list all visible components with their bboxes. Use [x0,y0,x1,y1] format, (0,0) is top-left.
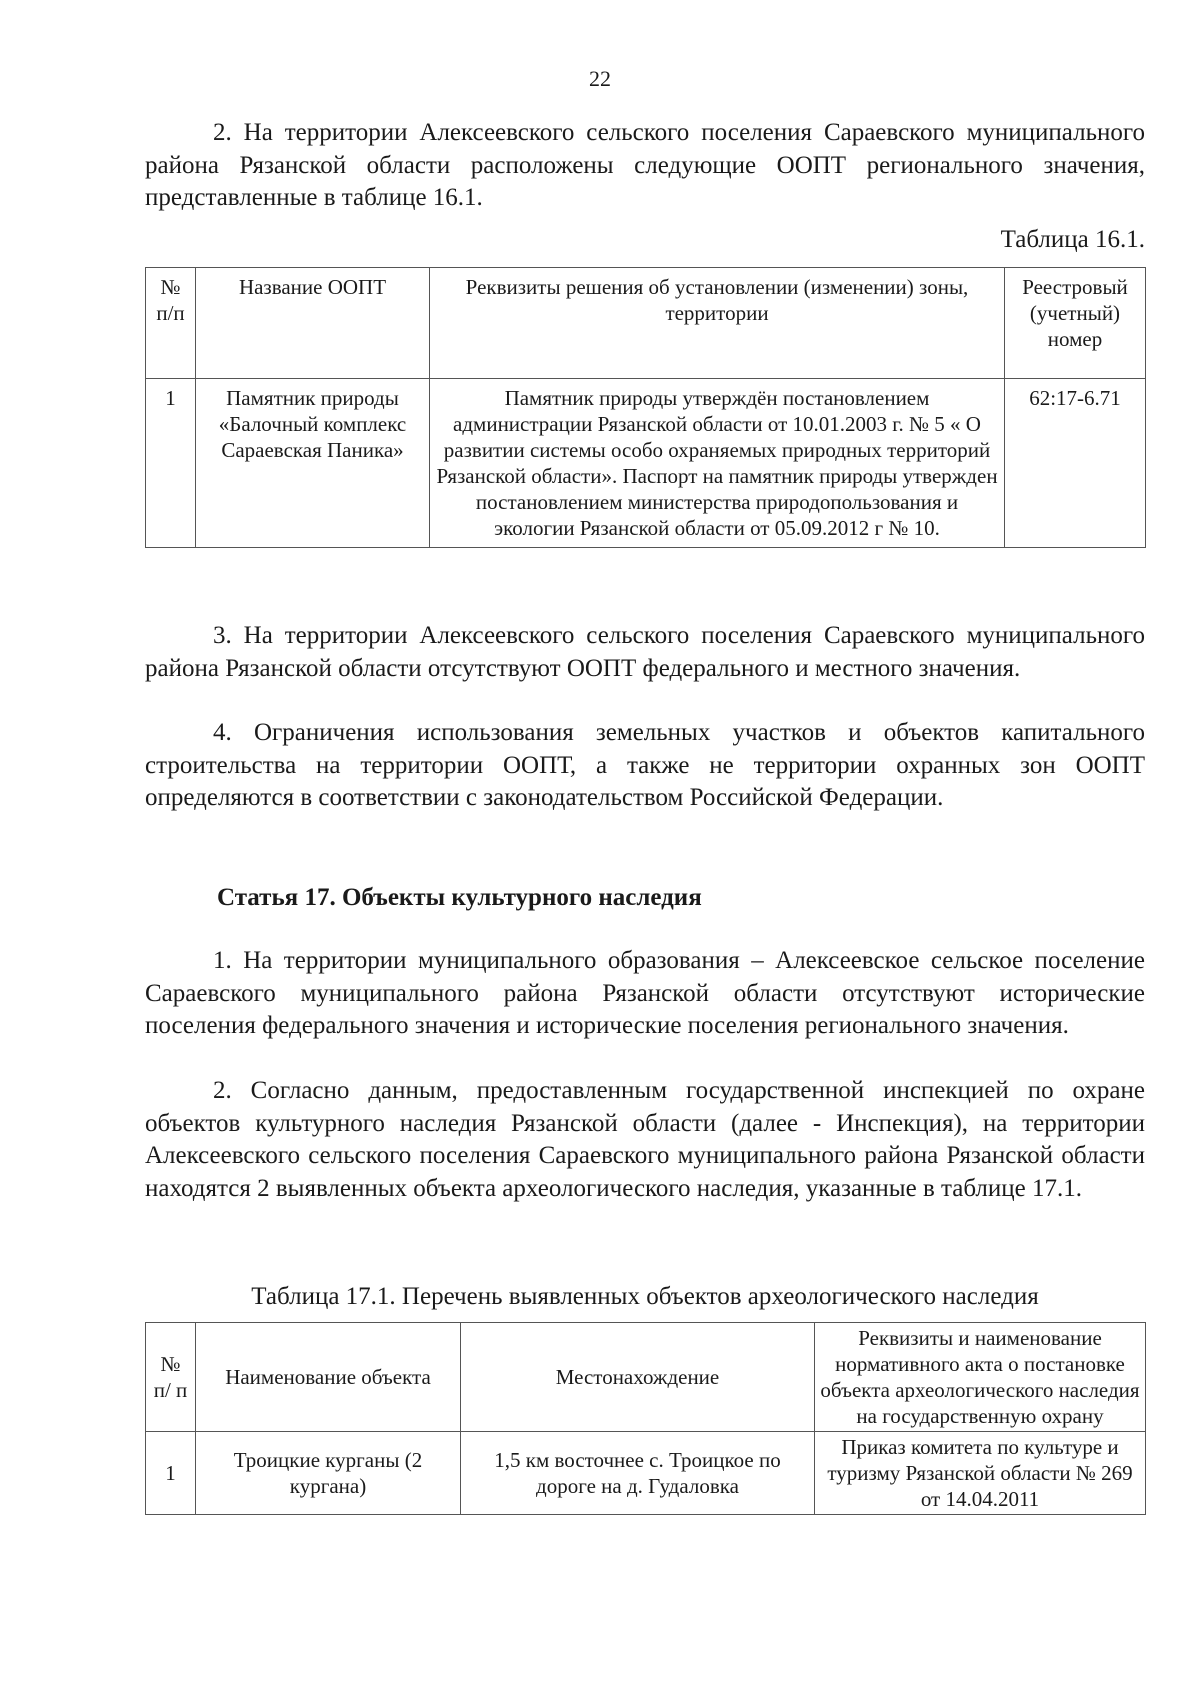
cell-registry-number: 62:17-6.71 [1005,379,1146,548]
paragraph-oopt-absent: 3. На территории Алексеевского сельского поселения Сараевского муниципального района Рязанской области отсутствуют ООПТ федерального и местного значения. [145,622,1145,682]
table-17-1 [145,1322,1146,1515]
paragraph-historic-settlements: 1. На территории муниципального образования – Алексеевское сельское поселение Сараевского муниципального района Рязанской области отсутствуют исторические поселения федерального значения и исторические поселения регионального значения. [145,947,1145,1039]
table-header-row [146,268,1146,379]
cell-location: 1,5 км восточнее с. Троицкое по дороге на д. Гудаловка [461,1432,815,1515]
header-number: № п/п [146,268,196,379]
cell-decision-details: Памятник природы утверждён постановлением администрации Рязанской области от 10.01.2003 г. № 5 « О развитии системы особо охраняемых природных территорий Рязанской области». Паспорт на памятник природы утвержден постановлением министерства природопользования и экологии Рязанской области от 05.09.2012 г № 10. [430,379,1005,548]
header-decision-details: Реквизиты решения об установлении (изменении) зоны, территории [430,268,1005,379]
paragraph-archaeological-objects: 2. Согласно данным, предоставленным государственной инспекцией по охране объектов культурного наследия Рязанской области (далее - Инспекция), на территории Алексеевского сельского поселения Сараевского муниципального района Рязанской области находятся 2 выявленных объекта археологического наследия, указанные в таблице 17.1. [145,1077,1145,1202]
table-16-1 [145,267,1146,548]
paragraph-oopt-restrictions: 4. Ограничения использования земельных участков и объектов капитального строительства на территории ООПТ, а также не территории охранных зон ООПТ определяются в соответствии с законодательством Российской Федерации. [145,719,1145,811]
header-location: Местонахождение [461,1323,815,1432]
header-oopt-name: Название ООПТ [196,268,430,379]
cell-oopt-name: Памятник природы «Балочный комплекс Сараевская Паника» [196,379,430,548]
cell-normative-act: Приказ комитета по культуре и туризму Рязанской области № 269 от 14.04.2011 [815,1432,1146,1515]
page-number: 22 [589,66,611,91]
header-registry-number: Реестровый (учетный) номер [1005,268,1146,379]
table-header-row [146,1323,1146,1432]
table-16-1-caption: Таблица 16.1. [1000,226,1145,253]
header-number: № п/ п [146,1323,196,1432]
table-row [146,1432,1146,1515]
header-object-name: Наименование объекта [196,1323,461,1432]
article-17-heading: Статья 17. Объекты культурного наследия [217,884,702,911]
cell-object-name: Троицкие курганы (2 кургана) [196,1432,461,1515]
paragraph-oopt-regional: 2. На территории Алексеевского сельского поселения Сараевского муниципального района Рязанской области расположены следующие ООПТ регионального значения, представленные в таблице 16.1. [145,119,1145,211]
header-normative-act: Реквизиты и наименование нормативного акта о постановке объекта археологического наследия на государственную охрану [815,1323,1146,1432]
table-17-1-caption: Таблица 17.1. Перечень выявленных объектов археологического наследия [251,1283,1039,1310]
cell-number: 1 [146,379,196,548]
table-row [146,379,1146,548]
cell-number: 1 [146,1432,196,1515]
